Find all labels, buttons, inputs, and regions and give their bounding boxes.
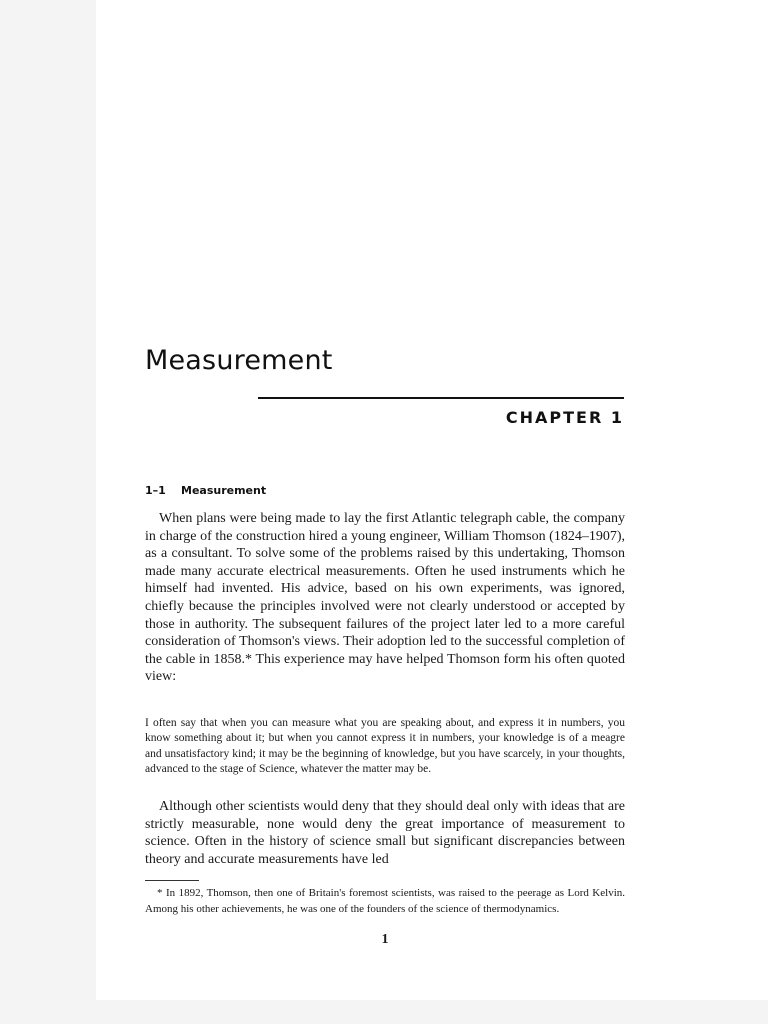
body-paragraph-2: Although other scientists would deny that they should deal only with ideas that are strictly measurable, none would deny the great importance of measurement to science. Often in the history of science small but significant discrepancies between theory and accurate measurements have led [145,799,625,867]
chapter-label: CHAPTER 1 [505,408,624,427]
kelvin-quote: I often say that when you can measure what you are speaking about, and express it in numbers, you know something about it; but when you cannot express it in numbers, your knowledge is of a meagre and unsatisfactory kind; it may be the beginning of knowledge, but you have scarcely, in your thoughts, advanced to the stage of Science, whatever the matter may be. [145,717,625,776]
footnote: * In 1892, Thomson, then one of Britain's foremost scientists, was raised to the peerage as Lord Kelvin. Among his other achievements, he was one of the founders of the science of thermodynamics. [145,887,625,915]
body-paragraph-1: When plans were being made to lay the first Atlantic telegraph cable, the company in charge of the construction hired a young engineer, William Thomson (1824–1907), as a consultant. To solve some of the problems raised by this undertaking, Thomson made many accurate electrical measurements. Often he used instruments which he himself had invented. His advice, based on his own experiments, was ignored, chiefly because the principles involved were not clearly understood or accepted by those in authority. The subsequent failures of the project later led to a more careful consideration of Thomson's views. Their adoption led to the successful completion of the cable in 1858.* This experience may have helped Thomson form his often quoted view: [145,511,625,685]
chapter-title: Measurement [145,345,333,376]
footnote-rule [145,880,199,881]
chapter-rule [258,397,624,399]
page-number: 1 [381,932,389,947]
section-number: 1–1 [145,484,166,497]
section-heading [145,484,266,497]
section-title: Measurement [181,484,267,497]
